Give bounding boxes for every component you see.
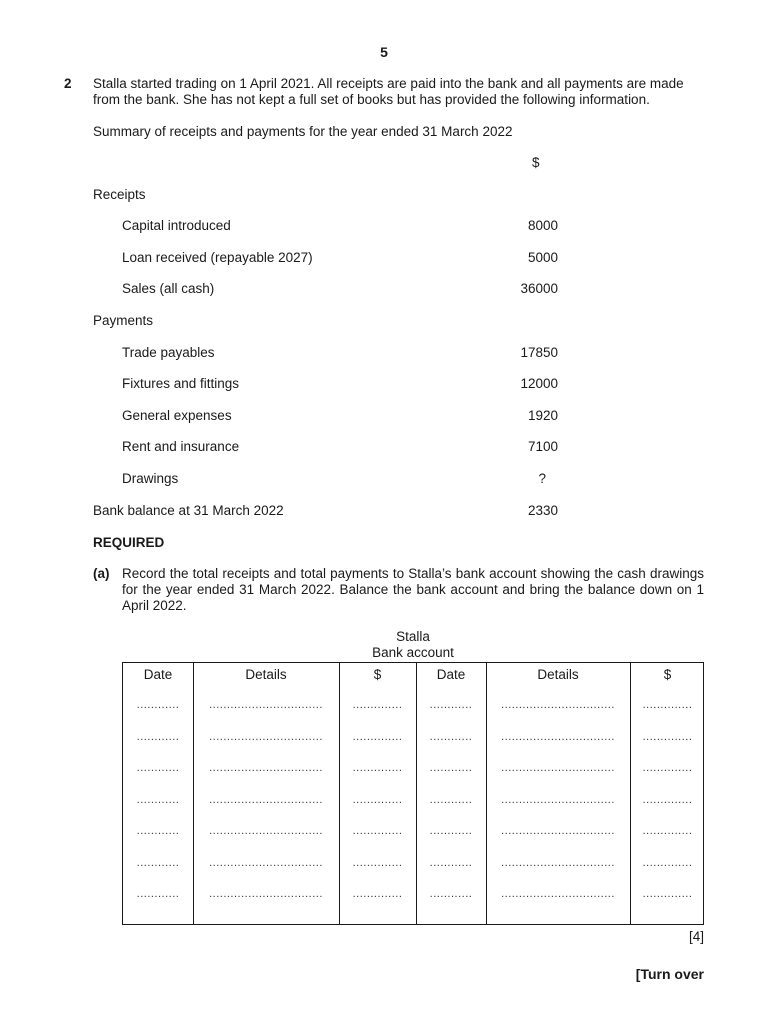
answer-line[interactable]: ............ [429,888,473,900]
answer-line[interactable]: ............ [429,856,473,869]
payment-value: 17850 [520,345,558,360]
answer-line[interactable]: .............. [352,762,403,774]
part-a-instruction: Record the total receipts and total payments to Stalla’s bank account showing the cash drawings for the year ended 31 March 2022. Balance the bank account and bring the balance down on 1 April 2022. [122,566,704,613]
answer-line[interactable]: .............. [352,888,403,900]
answer-line[interactable]: ................................ [209,825,323,837]
answer-line[interactable]: ................................ [209,888,323,900]
receipt-label: Sales (all cash) [122,281,215,296]
answer-line[interactable]: ................................ [209,793,323,806]
required-heading: REQUIRED [93,535,165,550]
column-header: Date [143,667,173,682]
answer-line[interactable]: ................................ [501,699,615,711]
receipt-value: 8000 [527,218,558,233]
answer-line[interactable]: ................................ [209,762,323,774]
question-intro: Stalla started trading on 1 April 2021. All receipts are paid into the bank and all payments are made from the bank. She has not kept a full set of books but has provided the following information. [93,76,684,107]
receipt-label: Loan received (repayable 2027) [122,250,313,265]
closing-balance-label: Bank balance at 31 March 2022 [93,503,284,518]
column-header: $ [373,667,382,682]
account-column [123,663,194,924]
answer-line[interactable]: ................................ [501,888,615,900]
answer-line[interactable]: ............ [136,699,180,711]
answer-line[interactable]: ............ [429,699,473,711]
turn-over: [Turn over [635,966,704,982]
answer-line[interactable]: .............. [642,730,693,743]
answer-line[interactable]: .............. [642,762,693,774]
payment-value: ? [538,471,546,486]
column-header: Details [537,667,579,682]
answer-line[interactable]: .............. [642,793,693,806]
account-column [416,663,487,924]
page-number: 5 [380,44,388,60]
answer-line[interactable]: ................................ [209,730,323,743]
column-header: Date [436,667,466,682]
payment-label: Trade payables [122,345,215,360]
payment-value: 12000 [520,376,558,391]
answer-line[interactable]: .............. [642,856,693,869]
account-name: Bank account [372,645,454,660]
receipts-heading: Receipts [93,187,146,202]
answer-line[interactable]: ............ [429,793,473,806]
answer-line[interactable]: ................................ [501,825,615,837]
payment-label: Rent and insurance [122,439,240,454]
answer-line[interactable]: ............ [136,793,180,806]
payment-value: 7100 [527,439,558,454]
answer-line[interactable]: ............ [429,730,473,743]
answer-line[interactable]: ............ [136,825,180,837]
answer-line[interactable]: .............. [642,888,693,900]
payment-label: Drawings [122,471,179,486]
closing-balance-value: 2330 [527,503,558,518]
answer-line[interactable]: ................................ [501,793,615,806]
account-column [193,663,340,924]
answer-line[interactable]: ............ [429,762,473,774]
answer-line[interactable]: ............ [136,856,180,869]
answer-line[interactable]: ................................ [501,856,615,869]
payment-label: Fixtures and fittings [122,376,240,391]
account-title [0,629,768,661]
answer-line[interactable]: ................................ [209,856,323,869]
currency-heading: $ [532,155,540,170]
part-a-label: (a) [93,566,110,581]
answer-line[interactable]: .............. [352,825,403,837]
marks: [4] [688,929,704,944]
answer-line[interactable]: ................................ [501,730,615,743]
column-header: Details [245,667,287,682]
payments-heading: Payments [93,313,154,328]
answer-line[interactable]: .............. [352,793,403,806]
summary-title: Summary of receipts and payments for the year ended 31 March 2022 [93,124,513,139]
bank-account-table [122,662,704,925]
column-header: $ [663,667,672,682]
answer-line[interactable]: .............. [352,730,403,743]
answer-line[interactable]: .............. [642,699,693,711]
answer-line[interactable]: .............. [642,825,693,837]
payment-label: General expenses [122,408,232,423]
question-number: 2 [64,76,72,91]
answer-line[interactable]: ............ [136,730,180,743]
receipt-value: 5000 [527,250,558,265]
answer-line[interactable]: ................................ [209,699,323,711]
account-column [339,663,417,924]
answer-line[interactable]: .............. [352,856,403,869]
answer-line[interactable]: .............. [352,699,403,711]
answer-line[interactable]: ............ [429,825,473,837]
answer-line[interactable]: ............ [136,762,180,774]
answer-line[interactable]: ............ [136,888,180,900]
answer-line[interactable]: ................................ [501,762,615,774]
payment-value: 1920 [527,408,558,423]
receipt-label: Capital introduced [122,218,231,233]
receipt-value: 36000 [520,281,558,296]
account-owner: Stalla [396,629,430,644]
account-column [486,663,631,924]
account-column [630,663,705,924]
